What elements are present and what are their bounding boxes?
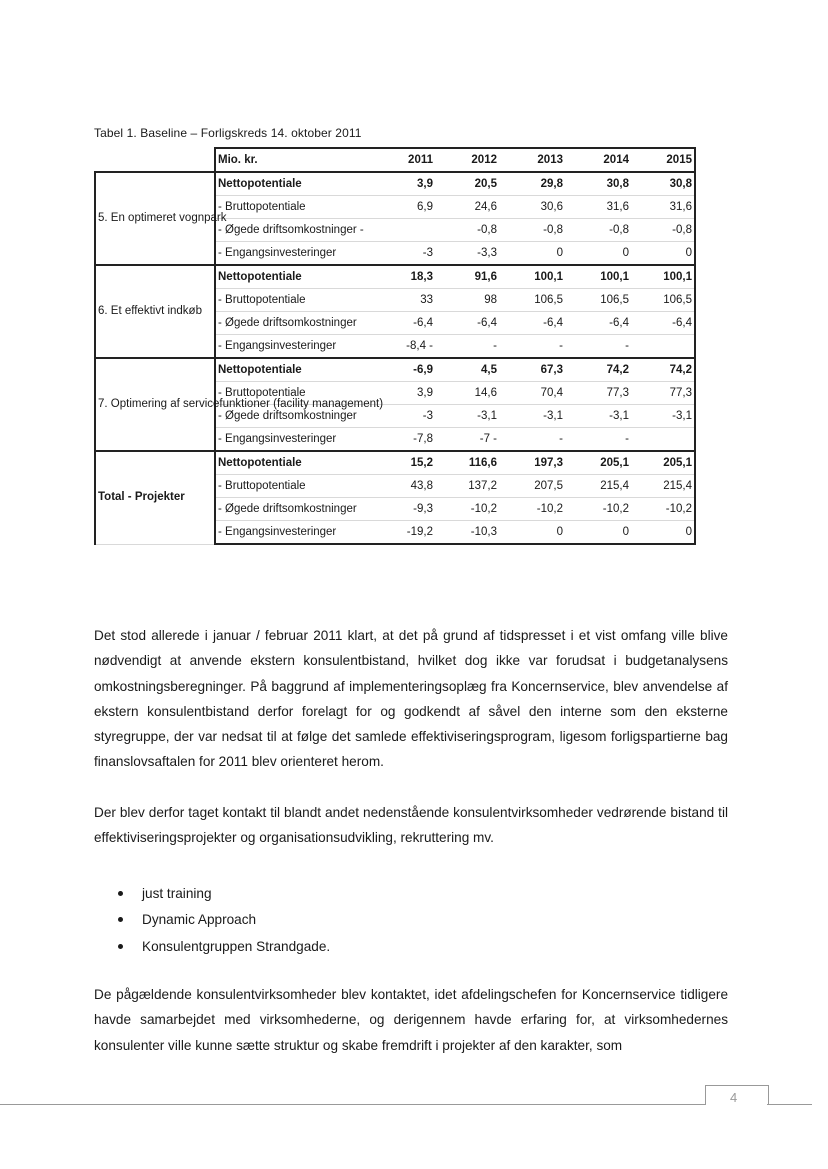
paragraph-1: Det stod allerede i januar / februar 2011 klart, at det på grund af tidspresset i et vist omfang ville blive nødvendigt at anvende ekstern konsulentbistand, hvilket dog ikke var forudsat i budgetanalysens omkostningsberegninger. På baggrund af implementeringsoplæg fra Koncernservice, blev anvendelse af ekstern konsulentbistand derfor forelagt for og godkendt af såvel den interne som den eksterne styregruppe, der var nedsat til at følge det samlede effektiviseringsprogram, ligesom forligspartierne bag finanslovsaftalen for 2011 blev orienteret herom. bbox=[94, 628, 728, 770]
section-title: 5. En optimeret vognpark bbox=[95, 172, 215, 265]
value-cell bbox=[631, 428, 695, 452]
row-label: - Engangsinvesteringer bbox=[215, 428, 375, 452]
table-header-row bbox=[95, 148, 695, 172]
value-cell: 137,2 bbox=[435, 475, 499, 498]
value-cell: -10,2 bbox=[435, 498, 499, 521]
value-cell: 70,4 bbox=[499, 382, 565, 405]
value-cell: -3,1 bbox=[499, 405, 565, 428]
table-row bbox=[95, 451, 695, 475]
list-item: just training bbox=[118, 880, 330, 907]
value-cell: 215,4 bbox=[631, 475, 695, 498]
value-cell: 67,3 bbox=[499, 358, 565, 382]
value-cell: 31,6 bbox=[565, 196, 631, 219]
row-label: - Øgede driftsomkostninger bbox=[215, 405, 375, 428]
value-cell: 207,5 bbox=[499, 475, 565, 498]
value-cell bbox=[631, 335, 695, 359]
value-cell: -10,2 bbox=[631, 498, 695, 521]
list-item: Dynamic Approach bbox=[118, 907, 330, 934]
section-title: Total - Projekter bbox=[95, 451, 215, 544]
value-cell: 0 bbox=[631, 521, 695, 545]
value-cell: -3,1 bbox=[631, 405, 695, 428]
value-cell: -6,9 bbox=[375, 358, 435, 382]
value-cell: -3,1 bbox=[565, 405, 631, 428]
value-cell: -0,8 bbox=[435, 219, 499, 242]
value-cell: 106,5 bbox=[631, 289, 695, 312]
value-cell: -7,8 bbox=[375, 428, 435, 452]
year-header-2013: 2013 bbox=[499, 148, 565, 172]
table-row bbox=[95, 172, 695, 196]
value-cell: - bbox=[499, 335, 565, 359]
value-cell: 205,1 bbox=[631, 451, 695, 475]
table-row bbox=[95, 265, 695, 289]
value-cell: 3,9 bbox=[375, 382, 435, 405]
row-label: - Engangsinvesteringer bbox=[215, 521, 375, 545]
value-cell: -3 bbox=[375, 242, 435, 266]
value-cell: -8,4 - bbox=[375, 335, 435, 359]
value-cell: -10,3 bbox=[435, 521, 499, 545]
value-cell: 106,5 bbox=[565, 289, 631, 312]
value-cell: -3 bbox=[375, 405, 435, 428]
value-cell: -9,3 bbox=[375, 498, 435, 521]
year-header-2014: 2014 bbox=[565, 148, 631, 172]
value-cell: - bbox=[435, 335, 499, 359]
value-cell: 91,6 bbox=[435, 265, 499, 289]
year-header-2011: 2011 bbox=[375, 148, 435, 172]
year-header-2012: 2012 bbox=[435, 148, 499, 172]
value-cell: 100,1 bbox=[499, 265, 565, 289]
value-cell: 197,3 bbox=[499, 451, 565, 475]
header-blank-cell bbox=[95, 148, 215, 172]
value-cell: 29,8 bbox=[499, 172, 565, 196]
paragraph-3: De pågældende konsulentvirksomheder blev kontaktet, idet afdelingschefen for Koncernservice tidligere havde samarbejdet med virksomhederne, og derigennem havde erfaring for, at virksomhedernes konsulenter ville kunne sætte struktur og skabe fremdrift i projekter af den karakter, som bbox=[94, 987, 728, 1053]
row-label: - Bruttopotentiale bbox=[215, 289, 375, 312]
value-cell: 106,5 bbox=[499, 289, 565, 312]
value-cell: -6,4 bbox=[565, 312, 631, 335]
paragraph-2: Der blev derfor taget kontakt til blandt andet nedenstående konsulentvirksomheder vedrørende bistand til effektiviseringsprojekter og organisationsudvikling, rekruttering mv. bbox=[94, 805, 728, 846]
value-cell: 3,9 bbox=[375, 172, 435, 196]
value-cell: 100,1 bbox=[631, 265, 695, 289]
value-cell: -6,4 bbox=[631, 312, 695, 335]
value-cell: -6,4 bbox=[375, 312, 435, 335]
value-cell: -3,3 bbox=[435, 242, 499, 266]
value-cell: 74,2 bbox=[631, 358, 695, 382]
value-cell: 0 bbox=[565, 242, 631, 266]
row-label: - Bruttopotentiale bbox=[215, 475, 375, 498]
row-label: - Øgede driftsomkostninger bbox=[215, 498, 375, 521]
value-cell: -6,4 bbox=[435, 312, 499, 335]
value-cell: 33 bbox=[375, 289, 435, 312]
value-cell: 205,1 bbox=[565, 451, 631, 475]
bullet-icon bbox=[118, 891, 123, 896]
row-label: - Engangsinvesteringer bbox=[215, 242, 375, 266]
page-number: 4 bbox=[730, 1090, 738, 1105]
value-cell: -7 - bbox=[435, 428, 499, 452]
value-cell: 24,6 bbox=[435, 196, 499, 219]
row-label: Nettopotentiale bbox=[215, 451, 375, 475]
value-cell: -0,8 bbox=[631, 219, 695, 242]
value-cell: 43,8 bbox=[375, 475, 435, 498]
row-label: - Engangsinvesteringer bbox=[215, 335, 375, 359]
value-cell: 15,2 bbox=[375, 451, 435, 475]
footer-rule bbox=[0, 1104, 705, 1105]
value-cell: -0,8 bbox=[499, 219, 565, 242]
value-cell: 6,9 bbox=[375, 196, 435, 219]
row-label: - Øgede driftsomkostninger bbox=[215, 312, 375, 335]
table-caption: Tabel 1. Baseline – Forligskreds 14. oktober 2011 bbox=[94, 126, 362, 140]
value-cell: 0 bbox=[565, 521, 631, 545]
value-cell: -3,1 bbox=[435, 405, 499, 428]
value-cell: - bbox=[565, 335, 631, 359]
value-cell: 215,4 bbox=[565, 475, 631, 498]
value-cell: 4,5 bbox=[435, 358, 499, 382]
row-label: - Bruttopotentiale bbox=[215, 196, 375, 219]
value-cell: 98 bbox=[435, 289, 499, 312]
value-cell: 18,3 bbox=[375, 265, 435, 289]
value-cell: 20,5 bbox=[435, 172, 499, 196]
value-cell: 0 bbox=[499, 521, 565, 545]
value-cell: -19,2 bbox=[375, 521, 435, 545]
value-cell: 30,8 bbox=[565, 172, 631, 196]
value-cell: -10,2 bbox=[499, 498, 565, 521]
row-label: - Øgede driftsomkostninger - bbox=[215, 219, 375, 242]
bullet-icon bbox=[118, 944, 123, 949]
value-cell: -0,8 bbox=[565, 219, 631, 242]
value-cell: 0 bbox=[499, 242, 565, 266]
value-cell: 0 bbox=[631, 242, 695, 266]
row-label: Nettopotentiale bbox=[215, 358, 375, 382]
section-title: 6. Et effektivt indkøb bbox=[95, 265, 215, 358]
consultant-list bbox=[118, 880, 330, 960]
value-cell: 77,3 bbox=[565, 382, 631, 405]
value-cell: 30,6 bbox=[499, 196, 565, 219]
header-label: Mio. kr. bbox=[215, 148, 375, 172]
bullet-icon bbox=[118, 917, 123, 922]
value-cell bbox=[375, 219, 435, 242]
list-item: Konsulentgruppen Strandgade. bbox=[118, 933, 330, 960]
row-label: Nettopotentiale bbox=[215, 172, 375, 196]
value-cell: 116,6 bbox=[435, 451, 499, 475]
row-label: - Bruttopotentiale bbox=[215, 382, 375, 405]
baseline-table bbox=[94, 147, 696, 545]
value-cell: - bbox=[565, 428, 631, 452]
year-header-2015: 2015 bbox=[631, 148, 695, 172]
value-cell: 77,3 bbox=[631, 382, 695, 405]
value-cell: - bbox=[499, 428, 565, 452]
value-cell: 100,1 bbox=[565, 265, 631, 289]
table-row bbox=[95, 358, 695, 382]
value-cell: 74,2 bbox=[565, 358, 631, 382]
value-cell: -10,2 bbox=[565, 498, 631, 521]
value-cell: -6,4 bbox=[499, 312, 565, 335]
section-title: 7. Optimering af servicefunktioner (facility management) bbox=[95, 358, 215, 451]
row-label: Nettopotentiale bbox=[215, 265, 375, 289]
value-cell: 14,6 bbox=[435, 382, 499, 405]
value-cell: 31,6 bbox=[631, 196, 695, 219]
footer-rule bbox=[767, 1104, 812, 1105]
value-cell: 30,8 bbox=[631, 172, 695, 196]
